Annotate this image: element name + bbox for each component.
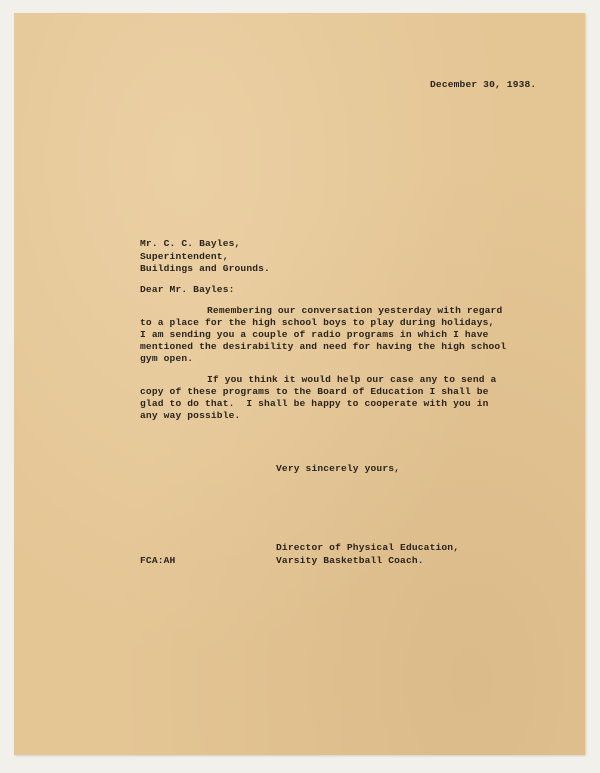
paragraph2-line: glad to do that. I shall be happy to cooperate with you in bbox=[140, 398, 489, 409]
letter-page bbox=[14, 13, 585, 755]
letter-date: December 30, 1938. bbox=[430, 79, 537, 90]
paragraph2-line: any way possible. bbox=[140, 410, 241, 421]
recipient-department: Buildings and Grounds. bbox=[140, 263, 270, 274]
paragraph1-line: I am sending you a couple of radio programs in which I have bbox=[140, 329, 489, 340]
paragraph1-line: mentioned the desirability and need for having the high school bbox=[140, 341, 507, 352]
recipient-title: Superintendent, bbox=[140, 251, 229, 262]
salutation: Dear Mr. Bayles: bbox=[140, 284, 235, 295]
paragraph2-line: If you think it would help our case any to send a bbox=[207, 374, 497, 385]
paragraph1-line: to a place for the high school boys to play during holidays, bbox=[140, 317, 495, 328]
initials: FCA:AH bbox=[140, 555, 176, 566]
paragraph2-line: copy of these programs to the Board of Education I shall be bbox=[140, 386, 489, 397]
recipient-name: Mr. C. C. Bayles, bbox=[140, 238, 241, 249]
paragraph1-line: gym open. bbox=[140, 353, 194, 364]
signature-title: Director of Physical Education, bbox=[276, 542, 460, 553]
signature-title: Varsity Basketball Coach. bbox=[276, 555, 424, 566]
closing: Very sincerely yours, bbox=[276, 463, 401, 474]
paragraph1-line: Remembering our conversation yesterday with regard bbox=[207, 305, 503, 316]
